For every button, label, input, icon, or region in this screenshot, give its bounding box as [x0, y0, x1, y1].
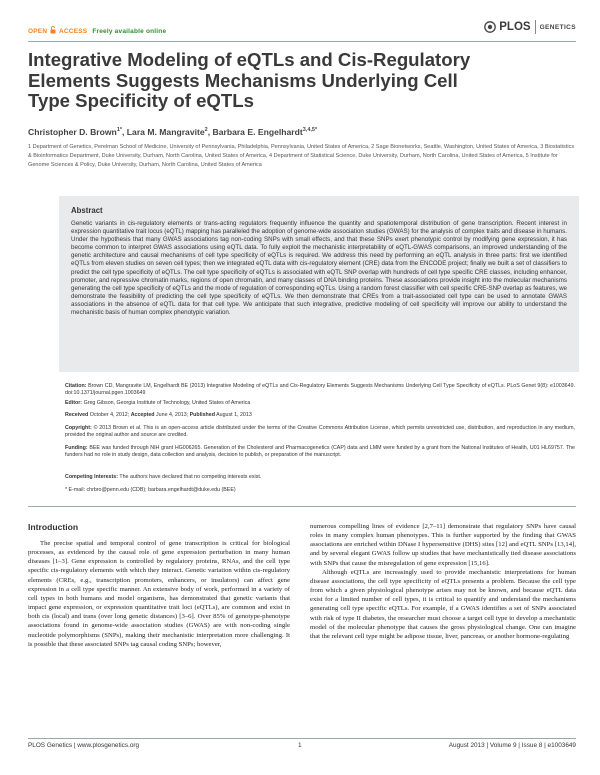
paragraph: numerous compelling lines of evidence [2,7–11] demonstrate that regulatory SNPs have causal roles in many complex human phenotypes. This is further supported by the finding that GWAS associations are enriched within DNase I hypersensitive (DHS) sites [12] and eQTL SNPs [13,14], and by several elegant GWAS follow up studies that have mechanistically tied disease associations with SNPs that cause the misregulation of gene expression [15,16].	[310, 523, 576, 567]
paragraph: The precise spatial and temporal control of gene transcription is critical for biological processes, as evidenced by the causal role of gene expression perturbation in many human diseases [1–3]. Gene expression is controlled by regulatory proteins, RNAs, and the cell type specific cis-regulatory elements with which they interact. Genetic variation within cis-regulatory elements (CREs, e.g., transcription promoters, enhancers, or insulators) can affect gene expression in a cell type specific manner. An extensive body of work, performed in a variety of cell types in both humans and model organisms, has demonstrated that genetic variants that impact gene expression, or expression quantitative trait loci (eQTLs), are common and exist in both cis (local) and trans (over long genetic distances) [3–6]. Over 85% of genotype-phenotype associations found in genome-wide association studies (GWAS) are with non-coding single nucleotide polymorphisms (SNPs), making their mechanistic interpretation more challenging. It is possible that these associated SNPs tag causal coding SNPs; however,	[28, 540, 290, 648]
email[interactable]: * E-mail: chrbro@penn.edu (CDB); barbara.engelhardt@duke.edu (BEE)	[65, 487, 236, 493]
journal-url[interactable]: PLOS Genetics | www.plosgenetics.org	[28, 742, 140, 749]
open-access-label: OPEN ACCESS Freely available online	[28, 28, 167, 35]
header-rule	[28, 41, 576, 42]
paragraph: Although eQTLs are increasingly used to provide mechanistic interpretations for human disease associations, the cell type specificity of eQTLs presents a problem. Because the cell type from which a given physiological phenotype arises may not be known, and because eQTL data exist for a limited number of cell types, it is critical to quantify and understand the mechanisms generating cell type specific eQTLs. For example, if a GWAS identifies a set of SNPs associated with risk of type II diabetes, the researcher must choose a target cell type to develop a mechanistic model of the molecular phenotype that causes the gross physiological change. One can imagine that the relevant cell type might be adipose tissue, liver, pancreas, or another hormone-regulating	[310, 568, 576, 640]
section-rule	[28, 506, 576, 507]
footer-rule	[28, 738, 576, 739]
plos-globe-icon	[484, 21, 496, 33]
abstract-text: Genetic variants in cis-regulatory elements or trans-acting regulators frequently influence the quantity and spatiotemporal distribution of gene transcription. Recent interest in expression quantitative trait locus (eQTL) mapping has paralleled the adoption of genome-wide association studies (GWAS) for the analysis of complex traits and disease in humans. Under the hypothesis that many GWAS associations tag non-coding SNPs with small effects, and that these SNPs exert phenotypic control by modifying gene expression, it has become common to interpret GWAS associations using eQTL data. To fully exploit the mechanistic interpretability of eQTL-GWAS comparisons, an improved understanding of the genetic architecture and causal mechanisms of cell type specificity of eQTLs is required. We address this need by performing an eQTL analysis in three parts: first we identified eQTLs from eleven studies on seven cell types; then we integrated eQTL data with cis-regulatory element (CRE) data from the ENCODE project; finally we built a set of classifiers to predict the cell type specificity of eQTLs. The cell type specificity of eQTLs is associated with eQTL SNP overlap with hundreds of cell type specific CRE classes, including enhancer, promoter, and repressive chromatin marks, regions of open chromatin, and many classes of DNA binding proteins. These associations provide insight into the molecular mechanisms generating the cell type specificity of eQTLs and the mode of regulation of corresponding eQTLs. Using a random forest classifier with cell specific CRE-SNP overlap as features, we demonstrate the feasibility of predicting the cell type specificity of eQTLs. We then demonstrate that CREs from a trait-associated cell type can be used to annotate GWAS associations in the absence of eQTL data for that cell type. We anticipate that such integrative, predictive modeling of cell specificity will improve our ability to understand the mechanistic basis of human complex phenotypic variation.	[71, 220, 567, 317]
abstract-heading: Abstract	[71, 206, 103, 215]
author-name[interactable]: Barbara E. Engelhardt	[212, 127, 303, 137]
author-list: Christopher D. Brown$^{1*}$, Lara M. Mangravite$^2$, Barbara E. Engelhardt$^{3,4,5*}$	[28, 127, 318, 137]
intro-right-column	[310, 522, 576, 641]
intro-heading: Introduction	[28, 522, 79, 532]
page-number: 1	[298, 742, 302, 749]
author-name[interactable]: Lara M. Mangravite	[126, 127, 205, 137]
article-title: Integrative Modeling of eQTLs and Cis-Regulatory Elements Suggests Mechanisms Underlying Cell Type Specificity of eQTLs	[28, 49, 471, 111]
dates: Received October 4, 2012; Accepted June 4, 2013; Published August 1, 2013	[65, 412, 252, 418]
editor: Editor: Greg Gibson, Georgia Institute of Technology, United States of America	[65, 400, 251, 406]
journal-header	[28, 21, 576, 40]
open-lock-icon	[50, 26, 56, 34]
issue-info: August 2013 | Volume 9 | Issue 8 | e1003649	[448, 742, 576, 749]
plos-logo[interactable]: PLOS GENETICS	[484, 20, 576, 34]
citation: Citation: Brown CD, Mangravite LM, Engelhardt BE (2013) Integrative Modeling of eQTLs and Cis-Regulatory Elements Suggests Mechanisms Underlying Cell Type Specificity of eQTLs. PLoS Genet 9(8): e1003649. doi:10.1371/journal.pgen.1003649	[65, 383, 575, 396]
abstract-box	[59, 196, 579, 372]
funding: Funding: BEE was funded through NIH grant HG006265. Generation of the Cholesterol and Pharmacogenetics (CAP) data and LMM were funded by a grant from the National Institutes of Health, U01 HL69757. The funders had no role in study design, data collection and analysis, decision to publish, or preparation of the manuscript.	[65, 445, 575, 458]
competing-interests: Competing Interests: The authors have declared that no competing interests exist.	[65, 474, 262, 480]
intro-left-column	[28, 539, 290, 649]
author-name[interactable]: Christopher D. Brown	[28, 127, 117, 137]
copyright: Copyright: © 2013 Brown et al. This is an open-access article distributed under the terms of the Creative Commons Attribution License, which permits unrestricted use, distribution, and reproduction in any medium, provided the original author and source are credited.	[65, 425, 575, 438]
affiliations: 1 Department of Genetics, Perelman School of Medicine, University of Pennsylvania, Philadelphia, Pennsylvania, United States of America, 2 Sage Bionetworks, Seattle, Washington, United States of America, 3 Biostatistics & Bioinformatics Department, Duke University, Durham, North Carolina, United States of America, 4 Department of Statistical Science, Duke University, Durham, North Carolina, United States of America, 5 Institute for Genome Sciences & Policy, Duke University, Durham, North Carolina, United States of America	[28, 144, 575, 169]
